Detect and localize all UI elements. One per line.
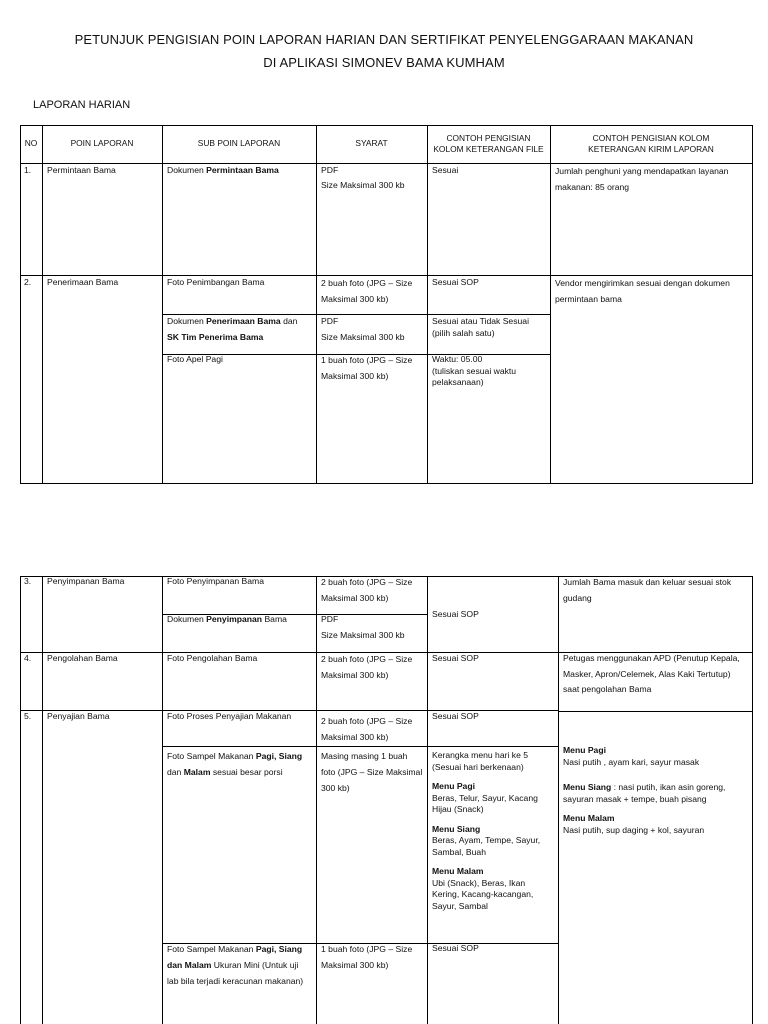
row-4-sub: Foto Pengolahan Bama bbox=[167, 653, 258, 663]
row-1-poin: Permintaan Bama bbox=[47, 165, 116, 175]
row-4-contoh-file: Sesuai SOP bbox=[432, 653, 479, 663]
row-4-no: 4. bbox=[24, 653, 32, 663]
row-1-no: 1. bbox=[24, 165, 32, 175]
row-2-contoh-file-2: Sesuai atau Tidak Sesuai (pilih salah satu) bbox=[432, 316, 529, 338]
row-2-no: 2. bbox=[24, 277, 32, 287]
row-5-sub-1: Foto Proses Penyajian Makanan bbox=[167, 711, 292, 721]
row-2-poin: Penerimaan Bama bbox=[47, 277, 119, 287]
row-3-syarat-2: PDF Size Maksimal 300 kb bbox=[321, 614, 405, 640]
row-2-contoh-file-1: Sesuai SOP bbox=[432, 277, 479, 287]
row-2-sub-1: Foto Penimbangan Bama bbox=[167, 277, 265, 287]
row-1-syarat: PDF Size Maksimal 300 kb bbox=[321, 165, 405, 190]
row-5-sub-3: Foto Sampel Makanan Pagi, Siang dan Malam Ukuran Mini (Untuk uji lab bila terjadi keracunan makanan) bbox=[167, 944, 304, 986]
header-contoh-kirim: CONTOH PENGISIAN KOLOM KETERANGAN KIRIM LAPORAN bbox=[588, 132, 714, 154]
row-5-no: 5. bbox=[24, 711, 32, 721]
row-2-contoh-file-3: Waktu: 05.00 (tuliskan sesuai waktu pelaksanaan) bbox=[432, 354, 517, 387]
row-5-contoh-kirim: Menu Pagi Nasi putih , ayam kari, sayur masak Menu Siang : nasi putih, ikan asin goreng, sayuran masak + tempe, buah pisang Menu Malam Nasi putih, sup daging + kol, sayuran bbox=[563, 745, 726, 835]
document-title-line-1: PETUNJUK PENGISIAN POIN LAPORAN HARIAN DAN SERTIFIKAT PENYELENGGARAAN MAKANAN bbox=[74, 32, 694, 47]
row-3-sub-2: Dokumen Penyimpanan Bama bbox=[167, 614, 287, 624]
row-2-syarat-1: 2 buah foto (JPG – Size Maksimal 300 kb) bbox=[321, 278, 413, 304]
row-3-contoh-file: Sesuai SOP bbox=[432, 609, 479, 619]
document-title-line-2: DI APLIKASI SIMONEV BAMA KUMHAM bbox=[263, 55, 505, 70]
row-3-sub-1: Foto Penyimpanan Bama bbox=[167, 576, 264, 586]
row-5-syarat-1: 2 buah foto (JPG – Size Maksimal 300 kb) bbox=[321, 716, 413, 742]
row-5-contoh-file-3: Sesuai SOP bbox=[432, 943, 479, 953]
row-3-syarat-1: 2 buah foto (JPG – Size Maksimal 300 kb) bbox=[321, 577, 413, 603]
row-2-sub-2: Dokumen Penerimaan Bama dan SK Tim Penerima Bama bbox=[167, 316, 298, 342]
row-2-syarat-3: 1 buah foto (JPG – Size Maksimal 300 kb) bbox=[321, 355, 413, 381]
row-1-contoh-file: Sesuai bbox=[432, 165, 459, 175]
section-heading: LAPORAN HARIAN bbox=[33, 99, 131, 111]
row-5-syarat-2: Masing masing 1 buah foto (JPG – Size Maksimal 300 kb) bbox=[321, 751, 423, 793]
row-5-contoh-file-1: Sesuai SOP bbox=[432, 711, 479, 721]
row-2-sub-3: Foto Apel Pagi bbox=[167, 354, 223, 364]
row-5-poin: Penyajian Bama bbox=[47, 711, 110, 721]
row-5-sub-2: Foto Sampel Makanan Pagi, Siang dan Malam sesuai besar porsi bbox=[167, 751, 303, 777]
row-2-syarat-2: PDF Size Maksimal 300 kb bbox=[321, 316, 405, 342]
header-sub-poin-laporan: SUB POIN LAPORAN bbox=[197, 138, 281, 149]
row-3-contoh-kirim: Jumlah Bama masuk dan keluar sesuai stok gudang bbox=[563, 577, 732, 603]
row-4-syarat: 2 buah foto (JPG – Size Maksimal 300 kb) bbox=[321, 654, 413, 680]
row-5-syarat-3: 1 buah foto (JPG – Size Maksimal 300 kb) bbox=[321, 944, 413, 970]
row-4-contoh-kirim: Petugas menggunakan APD (Penutup Kepala, Masker, Apron/Celemek, Alas Kaki Tertutup) saat pengolahan Bama bbox=[563, 653, 740, 694]
header-no: NO bbox=[24, 138, 38, 149]
row-3-poin: Penyimpanan Bama bbox=[47, 576, 125, 586]
header-contoh-file: CONTOH PENGISIAN KOLOM KETERANGAN FILE bbox=[433, 132, 544, 154]
row-1-sub: Dokumen Permintaan Bama bbox=[167, 165, 279, 175]
row-2-contoh-kirim: Vendor mengirimkan sesuai dengan dokumen permintaan bama bbox=[555, 278, 730, 304]
row-5-contoh-file-2: Kerangka menu hari ke 5 (Sesuai hari berkenaan) Menu Pagi Beras, Telur, Sayur, Kacang Hijau (Snack) Menu Siang Beras, Ayam, Tempe, Sayur, Sambal, Buah Menu Malam Ubi (Snack), Beras, Ikan Kering, Kacang-kacangan, Sayur, Sambal bbox=[432, 750, 541, 911]
row-3-no: 3. bbox=[24, 576, 32, 586]
header-poin-laporan: POIN LAPORAN bbox=[70, 138, 134, 149]
row-1-contoh-kirim: Jumlah penghuni yang mendapatkan layanan makanan: 85 orang bbox=[555, 166, 729, 192]
header-syarat: SYARAT bbox=[355, 138, 388, 149]
row-4-poin: Pengolahan Bama bbox=[47, 653, 118, 663]
